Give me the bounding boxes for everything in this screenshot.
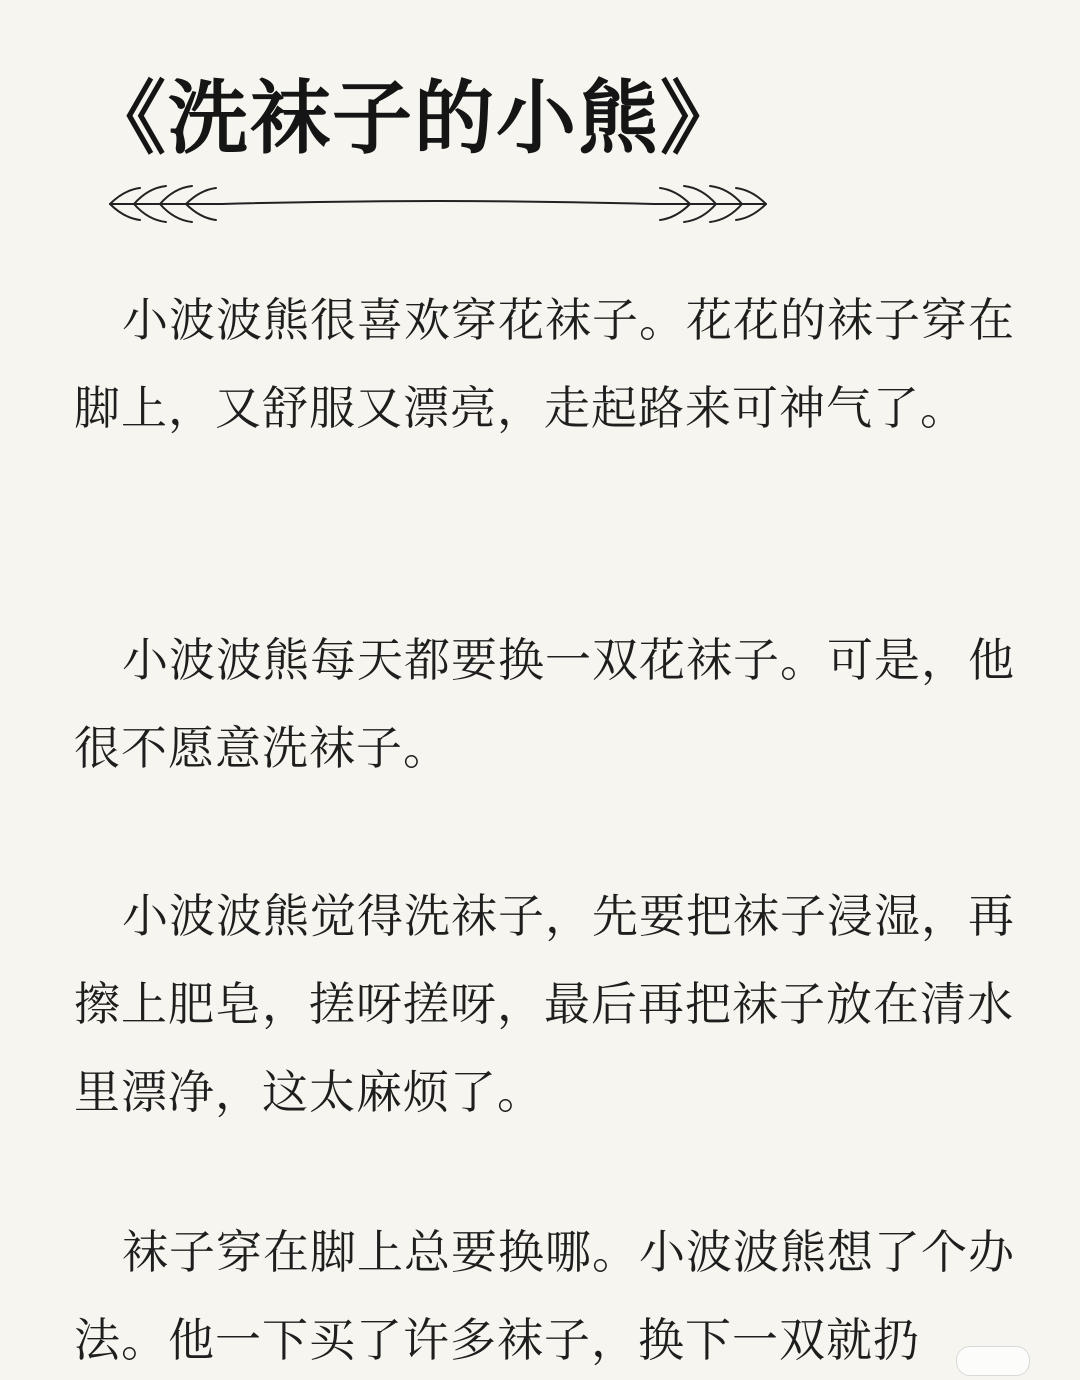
paragraph-1: 小波波熊很喜欢穿花袜子。花花的袜子穿在脚上，又舒服又漂亮，走起路来可神气了。 xyxy=(74,293,1015,435)
paragraph-4: 袜子穿在脚上总要换哪。小波波熊想了个办法。他一下买了许多袜子，换下一双就扔 xyxy=(74,1225,1015,1367)
laurel-divider-icon xyxy=(104,176,772,232)
paragraph-3: 小波波熊觉得洗袜子，先要把袜子浸湿，再擦上肥皂，搓呀搓呀，最后再把袜子放在清水里漂净，这太麻烦了。 xyxy=(74,889,1015,1119)
watermark-logo-icon xyxy=(956,1346,1030,1376)
article-title: 《洗袜子的小熊》 xyxy=(86,72,742,165)
paragraph-2: 小波波熊每天都要换一双花袜子。可是，他很不愿意洗袜子。 xyxy=(74,633,1015,775)
